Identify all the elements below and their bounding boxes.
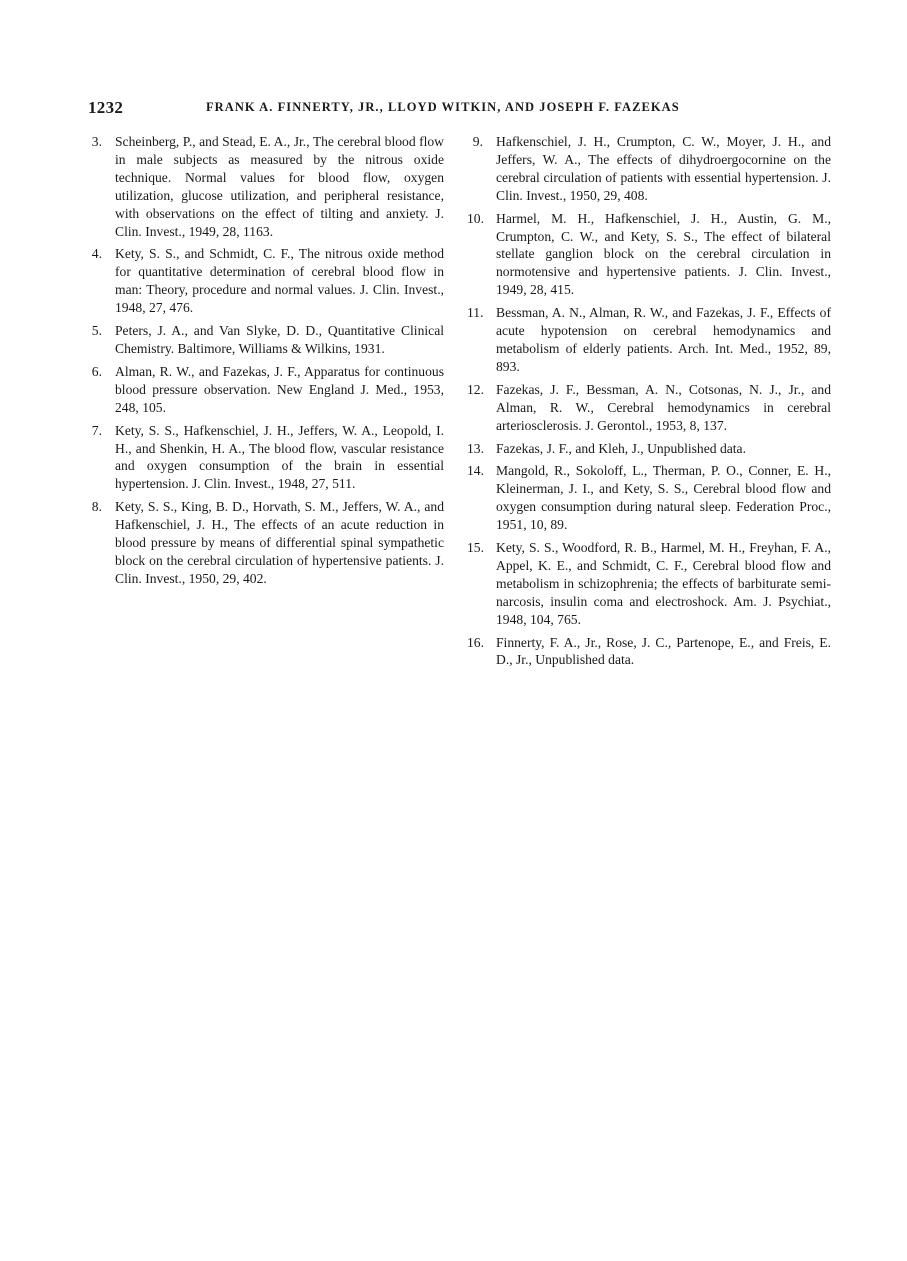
- reference-item: [467, 304, 831, 376]
- reference-item: [88, 498, 444, 588]
- reference-item: [467, 634, 831, 670]
- running-head: FRANK A. FINNERTY, JR., LLOYD WITKIN, AND JOSEPH F. FAZEKAS: [206, 100, 680, 114]
- page-header: [88, 98, 858, 120]
- reference-number: 6.: [91, 363, 102, 379]
- reference-item: [88, 422, 444, 494]
- references-right-column: [467, 133, 831, 674]
- reference-text: Mangold, R., Sokoloff, L., Therman, P. O., Conner, E. H., Kleinerman, J. I., and Kety, S. S., Cerebral blood flow and oxygen consumption during natural sleep. Federation Proc., 1951, 10, 89.: [496, 463, 831, 533]
- reference-item: [88, 322, 444, 358]
- reference-number: 12.: [467, 381, 484, 397]
- reference-number: 7.: [91, 422, 102, 438]
- reference-item: [467, 381, 831, 435]
- reference-item: [467, 133, 831, 205]
- reference-item: [88, 245, 444, 317]
- reference-text: Fazekas, J. F., and Kleh, J., Unpublished data.: [496, 440, 746, 456]
- reference-item: [467, 440, 831, 458]
- references-left-column: [88, 133, 444, 593]
- reference-number: 11.: [467, 305, 484, 321]
- page-number: 1232: [88, 98, 124, 117]
- reference-text: Peters, J. A., and Van Slyke, D. D., Quantitative Clinical Chemistry. Baltimore, Williams & Wilkins, 1931.: [115, 323, 444, 356]
- reference-text: Kety, S. S., and Schmidt, C. F., The nitrous oxide method for quantitative determination of cerebral blood flow in man: Theory, procedure and normal values. J. Clin. Invest., 1948, 27, 476.: [115, 246, 444, 316]
- reference-number: 8.: [91, 499, 102, 515]
- reference-number: 3.: [91, 134, 102, 149]
- reference-text: Hafkenschiel, J. H., Crumpton, C. W., Moyer, J. H., and Jeffers, W. A., The effects of dihydroergocornine on the cerebral circulation of patients with essential hypertension. J. Clin. Invest., 1950, 29, 408.: [496, 134, 831, 203]
- reference-text: Harmel, M. H., Hafkenschiel, J. H., Austin, G. M., Crumpton, C. W., and Kety, S. S., The effect of bilateral stellate ganglion block on the cerebral circulation in normotensive and hypertensive patients. J. Clin. Invest., 1949, 28, 415.: [496, 210, 831, 298]
- reference-item: [467, 539, 831, 629]
- reference-number: 9.: [472, 134, 483, 149]
- reference-item: [467, 462, 831, 534]
- reference-text: Scheinberg, P., and Stead, E. A., Jr., The cerebral blood flow in male subjects as measured by the nitrous oxide technique. Normal values for blood flow, oxygen utilization, glucose utilization, and peripheral resistance, with observations on the effect of tilting and anxiety. J. Clin. Invest., 1949, 28, 1163.: [115, 134, 444, 239]
- reference-number: 15.: [467, 540, 484, 556]
- reference-text: Fazekas, J. F., Bessman, A. N., Cotsonas, N. J., Jr., and Alman, R. W., Cerebral hemodynamics in cerebral arteriosclerosis. J. Gerontol., 1953, 8, 137.: [496, 381, 831, 433]
- reference-number: 10.: [467, 210, 484, 226]
- reference-number: 13.: [467, 440, 484, 456]
- reference-text: Finnerty, F. A., Jr., Rose, J. C., Partenope, E., and Freis, E. D., Jr., Unpublished data.: [496, 634, 831, 668]
- reference-text: Kety, S. S., Hafkenschiel, J. H., Jeffers, W. A., Leopold, I. H., and Shenkin, H. A., The blood flow, vascular resistance and oxygen consumption of the brain in essential hypertension. J. Clin. Invest., 1948, 27, 511.: [115, 422, 444, 492]
- reference-number: 16.: [467, 634, 484, 650]
- reference-number: 4.: [91, 246, 102, 262]
- reference-item: [88, 363, 444, 417]
- reference-text: Kety, S. S., Woodford, R. B., Harmel, M. H., Freyhan, F. A., Appel, K. E., and Schmidt, C. F., Cerebral blood flow and metabolism in schizophrenia; the effects of barbiturate semi-narcosis, insulin coma and electroshock. Am. J. Psychiat., 1948, 104, 765.: [496, 540, 831, 627]
- reference-item: [467, 210, 831, 300]
- reference-text: Bessman, A. N., Alman, R. W., and Fazekas, J. F., Effects of acute hypotension on cerebral hemodynamics and metabolism of elderly patients. Arch. Int. Med., 1952, 89, 893.: [496, 305, 831, 374]
- reference-number: 14.: [467, 463, 484, 479]
- reference-number: 5.: [91, 323, 102, 339]
- reference-item: [88, 133, 444, 240]
- reference-text: Alman, R. W., and Fazekas, J. F., Apparatus for continuous blood pressure observation. New England J. Med., 1953, 248, 105.: [115, 363, 444, 415]
- reference-text: Kety, S. S., King, B. D., Horvath, S. M., Jeffers, W. A., and Hafkenschiel, J. H., The effects of an acute reduction in blood pressure by means of differential spinal sympathetic block on the cerebral circulation of hypertensive patients. J. Clin. Invest., 1950, 29, 402.: [115, 499, 444, 586]
